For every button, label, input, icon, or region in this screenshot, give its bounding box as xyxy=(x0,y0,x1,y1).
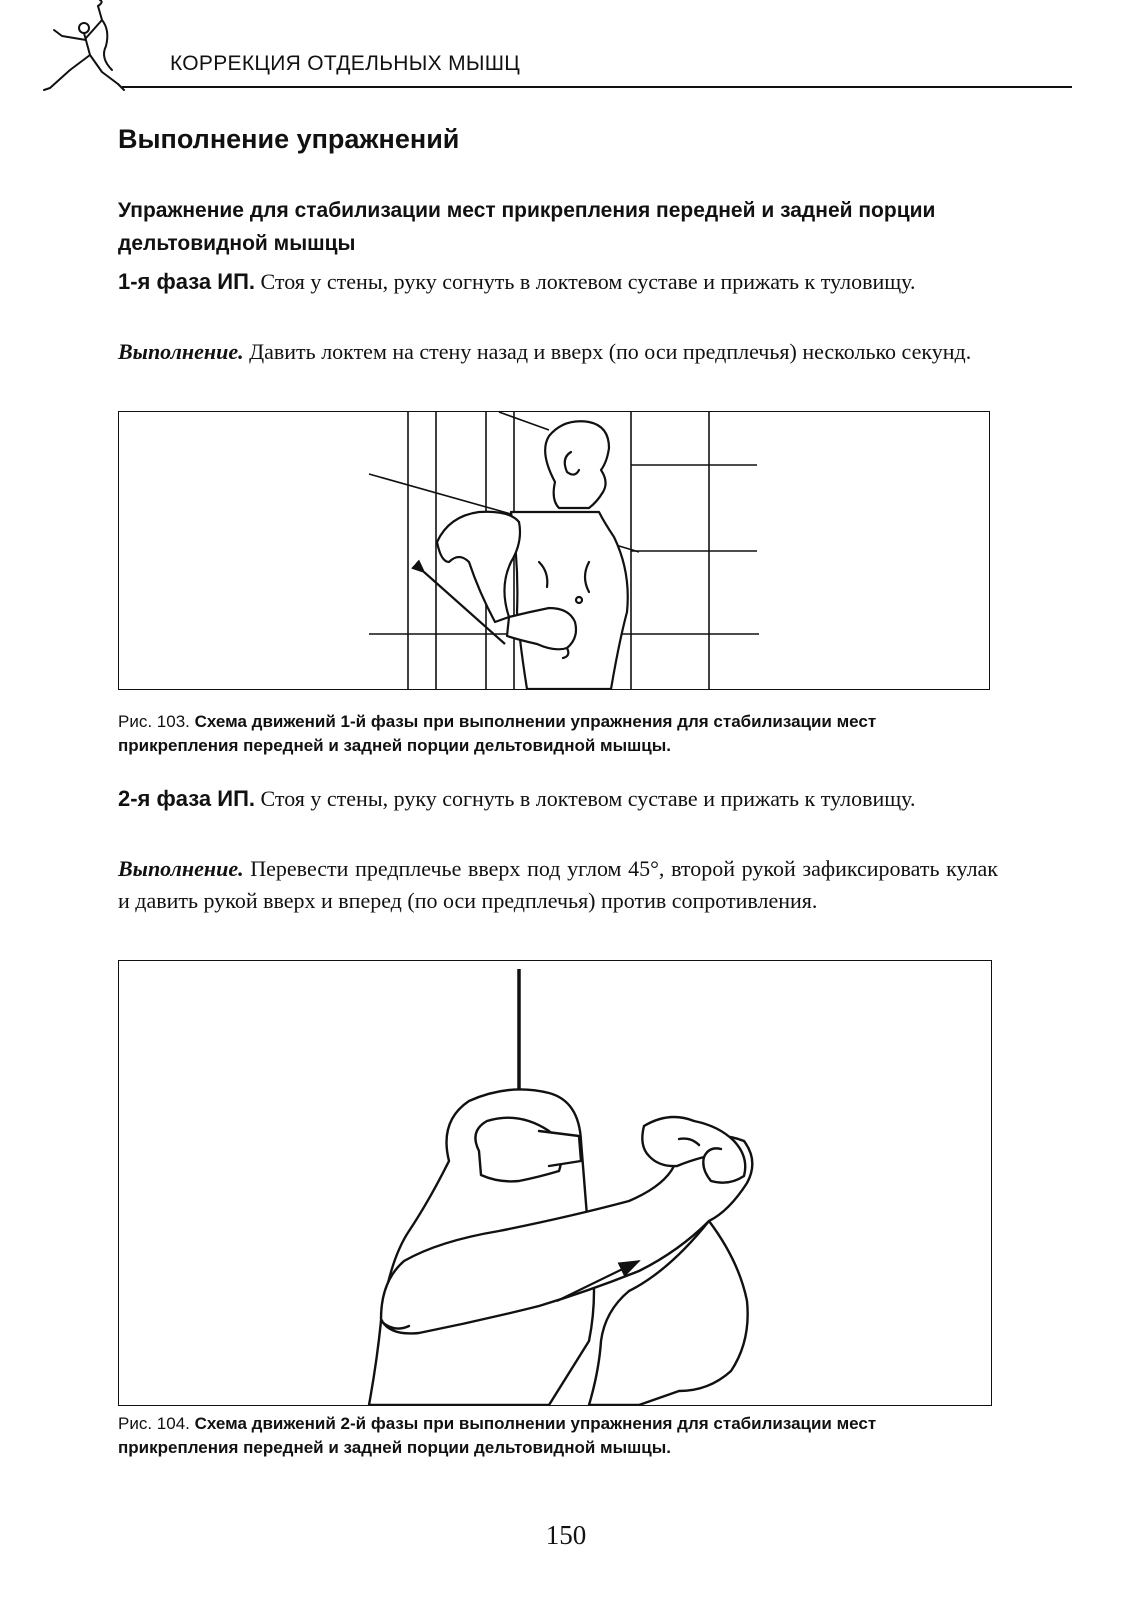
figure-104-caption-text: Схема движений 2-й фазы при выполнении упражнения для стабилизации мест прикрепления передней и задней порции дельтовидной мышцы. xyxy=(118,1414,877,1457)
figure-104-caption xyxy=(118,1412,998,1460)
phase1-exec-label: Выполнение. xyxy=(118,339,244,364)
figure-103-illustration xyxy=(119,412,989,689)
phase1-execution-paragraph xyxy=(118,336,998,368)
dancer-logo-icon xyxy=(40,0,150,95)
section-title: Выполнение упражнений xyxy=(118,124,460,154)
phase1-text: Стоя у стены, руку согнуть в локтевом суставе и прижать к туловищу. xyxy=(255,269,916,294)
figure-104-illustration xyxy=(119,961,991,1405)
phase2-execution-paragraph xyxy=(118,853,998,917)
figure-104 xyxy=(118,960,992,1406)
figure-103-caption-text: Схема движений 1-й фазы при выполнении упражнения для стабилизации мест прикрепления передней и задней порции дельтовидной мышцы. xyxy=(118,712,877,755)
phase2-label: 2-я фаза ИП. xyxy=(118,786,255,811)
exercise-title: Упражнение для стабилизации мест прикрепления передней и задней порции дельтовидной мышцы xyxy=(118,199,936,255)
phase2-exec-text: Перевести предплечье вверх под углом 45°, второй рукой зафиксировать кулак и давить рукой вверх и вперед (по оси предплечья) против сопротивления. xyxy=(118,856,998,913)
running-head: КОРРЕКЦИЯ ОТДЕЛЬНЫХ МЫШЦ xyxy=(170,52,521,75)
phase1-exec-text: Давить локтем на стену назад и вверх (по оси предплечья) несколько секунд. xyxy=(243,339,972,364)
phase2-paragraph xyxy=(118,783,998,815)
page-number: 150 xyxy=(545,1520,587,1550)
phase1-paragraph xyxy=(118,266,998,298)
figure-104-caption-prefix: Рис. 104. xyxy=(118,1414,195,1433)
figure-103-caption xyxy=(118,710,998,758)
figure-103-caption-prefix: Рис. 103. xyxy=(118,712,195,731)
phase2-exec-label: Выполнение. xyxy=(118,856,244,881)
figure-103 xyxy=(118,411,990,690)
page-header xyxy=(40,0,1040,95)
phase1-label: 1-я фаза ИП. xyxy=(118,269,255,294)
header-rule xyxy=(122,86,1072,88)
phase2-text: Стоя у стены, руку согнуть в локтевом суставе и прижать к туловищу. xyxy=(255,786,916,811)
